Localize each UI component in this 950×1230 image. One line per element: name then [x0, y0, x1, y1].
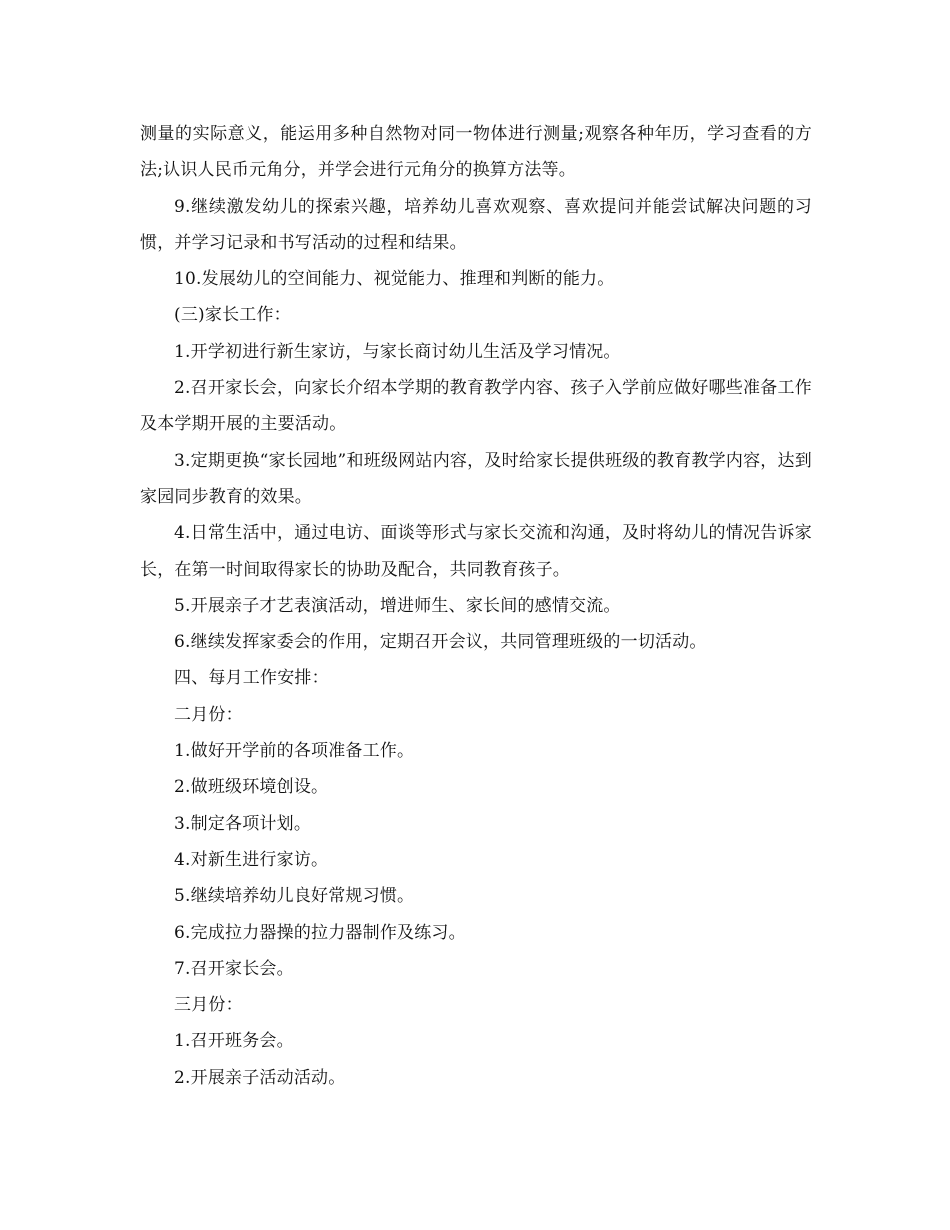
month-heading: 三月份：	[174, 995, 243, 1016]
list-item: 1.做好开学前的各项准备工作。	[174, 741, 415, 762]
paragraph: 10.发展幼儿的空间能力、视觉能力、推理和判断的能力。	[174, 269, 615, 290]
list-item: 1.召开班务会。	[174, 1031, 294, 1052]
list-item: 2.开展亲子活动活动。	[174, 1067, 346, 1088]
section-heading: (三)家长工作：	[174, 305, 291, 326]
list-item: 4.对新生进行家访。	[174, 849, 329, 870]
paragraph: 测量的实际意义，能运用多种自然物对同一物体进行测量;观察各种年历，学习查看的方法;认识人民币元角分，并学会进行元角分的换算方法等。	[140, 124, 812, 181]
section-heading: 四、每月工作安排：	[174, 668, 329, 689]
document-body	[140, 116, 812, 1096]
paragraph: 2.召开家长会，向家长介绍本学期的教育教学内容、孩子入学前应做好哪些准备工作及本学期开展的主要活动。	[140, 378, 812, 435]
paragraph: 4.日常生活中，通过电访、面谈等形式与家长交流和沟通，及时将幼儿的情况告诉家长，在第一时间取得家长的协助及配合，共同教育孩子。	[140, 523, 812, 580]
paragraph: 9.继续激发幼儿的探索兴趣，培养幼儿喜欢观察、喜欢提问并能尝试解决问题的习惯，并学习记录和书写活动的过程和结果。	[140, 196, 812, 253]
paragraph: 1.开学初进行新生家访，与家长商讨幼儿生活及学习情况。	[174, 341, 621, 362]
list-item: 5.继续培养幼儿良好常规习惯。	[174, 886, 415, 907]
list-item: 6.完成拉力器操的拉力器制作及练习。	[174, 922, 466, 943]
list-item: 3.制定各项计划。	[174, 813, 312, 834]
paragraph: 5.开展亲子才艺表演活动，增进师生、家长间的感情交流。	[174, 595, 621, 616]
list-item: 2.做班级环境创设。	[174, 777, 329, 798]
paragraph: 6.继续发挥家委会的作用，定期召开会议，共同管理班级的一切活动。	[174, 632, 707, 653]
month-heading: 二月份：	[174, 704, 243, 725]
paragraph: 3.定期更换“家长园地”和班级网站内容，及时给家长提供班级的教育教学内容，达到家园同步教育的效果。	[140, 450, 812, 507]
list-item: 7.召开家长会。	[174, 958, 294, 979]
